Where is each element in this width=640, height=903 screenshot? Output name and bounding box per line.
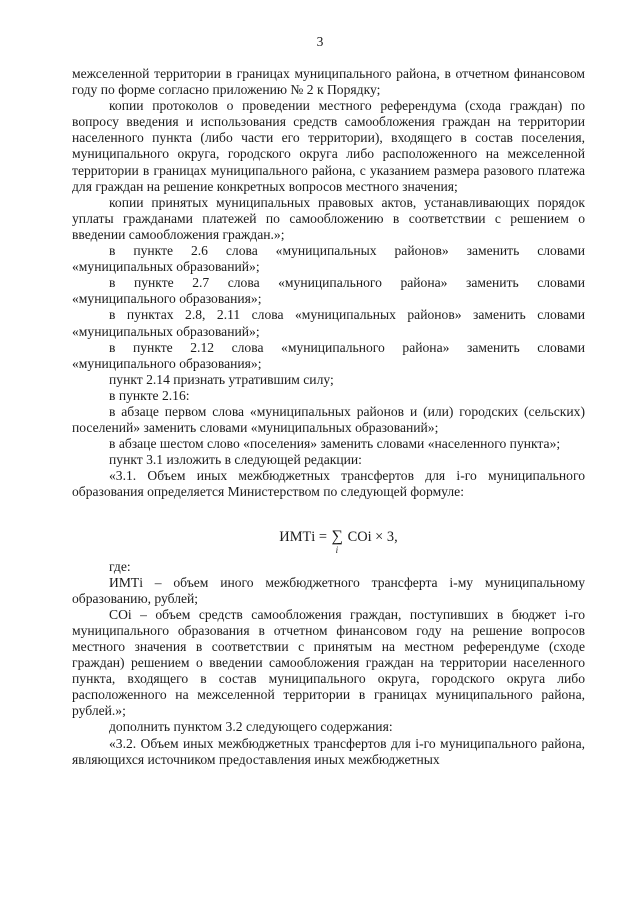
page-number: 3 — [316, 34, 324, 49]
paragraph: где: — [109, 558, 131, 574]
sum-sign: ∑ — [331, 527, 343, 545]
paragraph: в пункте 2.6 слова «муниципальных районов» заменить словами «муниципальных образований»; — [72, 243, 585, 275]
paragraph: в пункте 2.7 слова «муниципального района» заменить словами «муниципального образования»; — [72, 275, 585, 307]
formula-left: ИМТi = — [279, 528, 331, 545]
paragraph: межселенной территории в границах муниципального района, в отчетном финансовом году по форме согласно приложению № 2 к Порядку; — [72, 66, 585, 98]
document-body — [72, 66, 585, 768]
paragraph: в абзаце шестом слово «поселения» заменить словами «населенного пункта»; — [109, 436, 561, 452]
paragraph: «3.1. Объем иных межбюджетных трансфертов для i-го муниципального образования определяется Министерством по следующей формуле: — [72, 468, 585, 500]
sum-subscript: i — [335, 544, 339, 555]
paragraph: дополнить пунктом 3.2 следующего содержания: — [109, 719, 393, 735]
paragraphs-after-formula — [72, 559, 585, 768]
paragraph: ИМТi – объем иного межбюджетного трансферта i-му муниципальному образованию, рублей; — [72, 574, 585, 606]
paragraph: «3.2. Объем иных межбюджетных трансфертов для i-го муниципального района, являющихся источником предоставления иных межбюджетных — [72, 735, 585, 767]
sum-symbol — [331, 527, 343, 555]
paragraph: в абзаце первом слова «муниципальных районов и (или) городских (сельских) поселений» заменить словами «муниципальных образований»; — [72, 403, 585, 436]
paragraph: пункт 3.1 изложить в следующей редакции: — [109, 452, 362, 468]
paragraph: в пункте 2.16: — [109, 387, 190, 403]
formula-right: СОi × 3, — [344, 528, 398, 545]
paragraph: в пунктах 2.8, 2.11 слова «муниципальных районов» заменить словами «муниципальных образований»; — [72, 307, 585, 339]
paragraph: копии принятых муниципальных правовых актов, устанавливающих порядок уплаты гражданами платежей по самообложению в соответствии с решением о введении самообложения граждан.»; — [72, 194, 585, 242]
paragraph: копии протоколов о проведении местного референдума (схода граждан) по вопросу введения и использования средств самообложения граждан на территории населенного пункта (либо части его территории), входящего в состав поселения, муниципального округа, городского округа либо расположенного на межселенной территории в границах муниципального района, с указанием размера разового платежа для граждан на решение конкретных вопросов местного значения; — [72, 98, 585, 194]
paragraphs-before-formula — [72, 66, 585, 501]
formula — [72, 527, 585, 555]
paragraph: пункт 2.14 признать утратившим силу; — [109, 371, 334, 387]
paragraph: СОi – объем средств самообложения граждан, поступивших в бюджет i-го муниципального образования в отчетном финансовом году на решение вопросов местного значения в соответствии с принятым на местном референдуме (сходе граждан) решением о введении самообложения граждан на территории населенного пункта, входящего в состав муниципального округа, городского округа либо расположенного на межселенной территории в границах муниципального района, рублей.»; — [72, 606, 585, 719]
paragraph: в пункте 2.12 слова «муниципального района» заменить словами «муниципального образования»; — [72, 339, 585, 371]
